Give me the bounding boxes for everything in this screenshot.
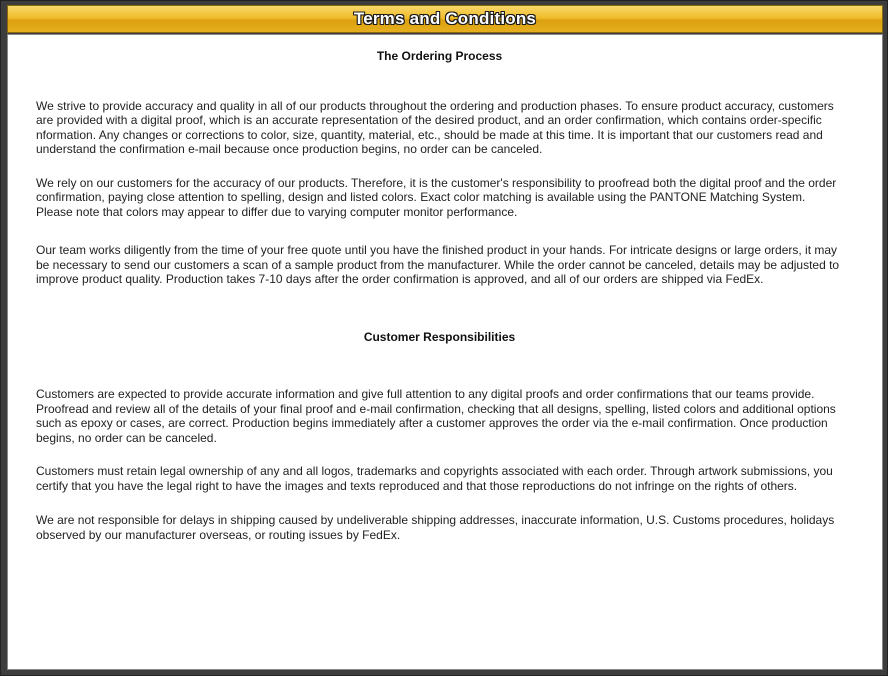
paragraph-ordering-1: We strive to provide accuracy and quality in all of our products throughout the ordering and production phases. To ensure product accuracy, customers are provided with a digital proof, which is an accurate representation of the desired product, and an order confirmation, which contains order-specific nformation. Any changes or corrections to color, size, quantity, material, etc., should be made at this time. It is important that our customers read and understand the confirmation e-mail because once production begins, no order can be canceled. — [36, 98, 834, 156]
title-bar — [7, 5, 883, 33]
section-heading-customer-responsibilities: Customer Responsibilities — [363, 329, 516, 344]
paragraph-responsibilities-3: We are not responsible for delays in shipping caused by undeliverable shipping addresses, inaccurate information, U.S. Customs procedures, holidays observed by our manufacturer overseas, or routing issues by FedEx. — [36, 513, 835, 542]
paragraph-ordering-2: We rely on our customers for the accuracy of our products. Therefore, it is the customer's responsibility to proofread both the digital proof and the order confirmation, paying close attention to spelling, design and listed colors. Exact color matching is available using the PANTONE Matching System. Please note that colors may appear to differ due to varying computer monitor performance. — [36, 175, 837, 219]
paragraph-ordering-3: Our team works diligently from the time of your free quote until you have the finished product in your hands. For intricate designs or large orders, it may be necessary to send our customers a scan of a sample product from the manufacturer. While the order cannot be canceled, details may be adjusted to improve product quality. Production takes 7-10 days after the order confirmation is approved, and all of our orders are shipped via FedEx. — [36, 243, 840, 286]
paragraph-responsibilities-1: Customers are expected to provide accurate information and give full attention to any digital proofs and order confirmations that our teams provide. Proofread and review all of the details of your final proof and e-mail confirmation, checking that all designs, spelling, listed colors and additional options such as epoxy or cases, are correct. Production begins immediately after a customer approves the order via the e-mail confirmation. Once production begins, no order can be canceled. — [36, 387, 836, 445]
paragraph-responsibilities-2: Customers must retain legal ownership of any and all logos, trademarks and copyrights associated with each order. Through artwork submissions, you certify that you have the legal right to have the images and texts reproduced and that those reproductions do not infringe on the rights of others. — [36, 464, 833, 493]
terms-content[interactable] — [7, 34, 883, 670]
section-heading-ordering-process: The Ordering Process — [376, 49, 503, 63]
dialog-title: Terms and Conditions — [353, 9, 537, 28]
